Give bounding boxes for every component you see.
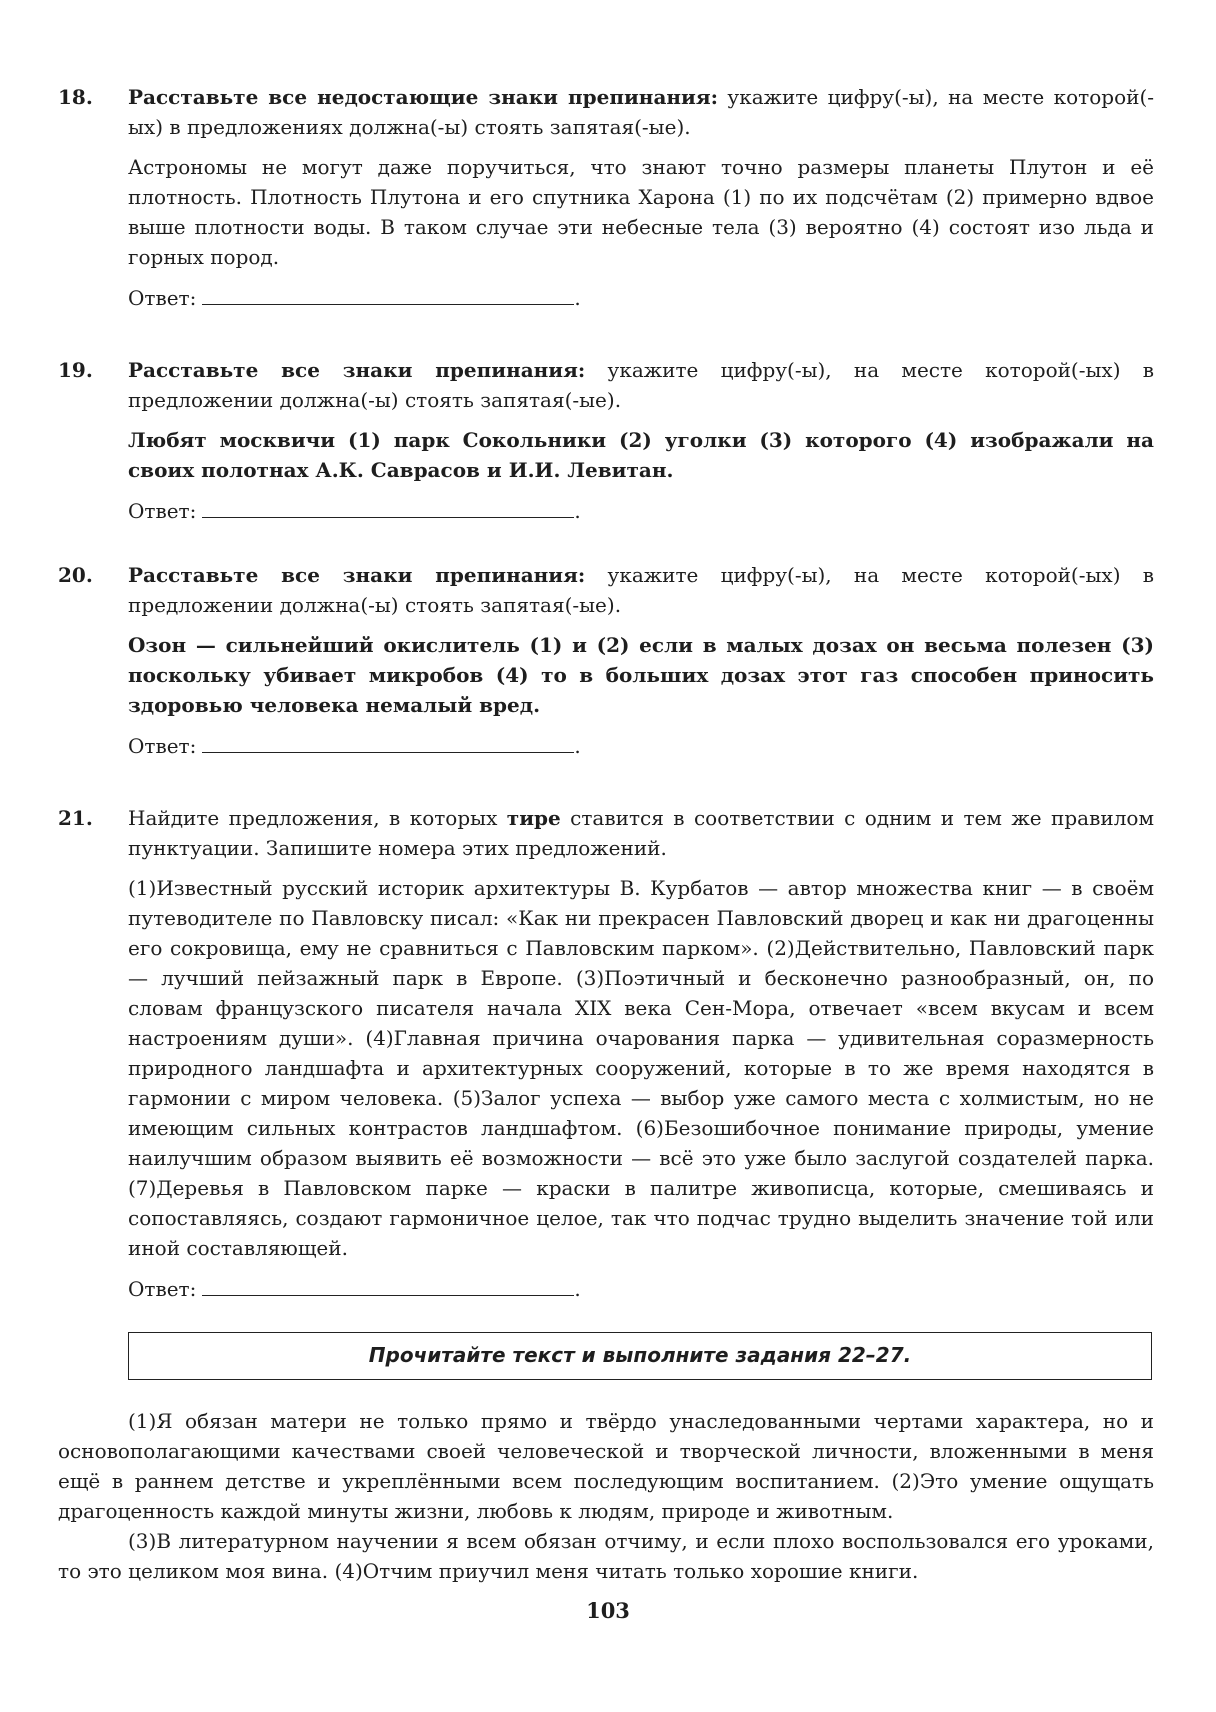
instruction-start: Найдите предложения, в которых <box>128 806 507 830</box>
instruction-bold: тире <box>506 806 561 830</box>
instruction-rest: укажите цифру(-ы), на месте которой(-ых) в предложении должна(-ы) стоять запятая(-ые). <box>128 358 1154 412</box>
instruction-bold: Расставьте все знаки препинания: <box>128 563 586 587</box>
answer-field[interactable] <box>202 1273 574 1296</box>
instruction-end: ставится в соответствии с одним и тем же правилом пунктуации. Запишите номера этих предложений. <box>128 806 1155 860</box>
answer-field[interactable] <box>202 282 574 305</box>
answer-label: Ответ: <box>128 734 197 758</box>
task-text: (1)Известный русский историк архитектуры В. Курбатов — автор множества книг — в своём путеводителе по Павловску писал: «Как ни прекрасен Павловский дворец и как ни драгоценны его сокровища, ему не сравниться с Павловским парком». (2)Действительно, Павловский парк — лучший пейзажный парк в Европе. (3)Поэтичный и бесконечно разнообразный, он, по словам французского писателя начала XIX века Сен-Мора, отвечает «всем вкусам и всем настроениям души». (4)Главная причина очарования парка — удивительная соразмерность природного ландшафта и архитектурных сооружений, которые в то же время находятся в гармонии с миром человека. (5)Залог успеха — выбор уже самого места с холмистым, но не имеющим сильных контрастов ландшафтом. (6)Безошибочное понимание природы, умение наилучшим образом выявить её возможности — всё это уже было заслугой создателей парка. (7)Деревья в Павловском парке — краски в палитре живописца, которые, смешиваясь и сопоставляясь, создают гармоничное целое, так что подчас трудно выделить значение той или иной составляющей. <box>128 876 1154 1260</box>
task-number: 19. <box>58 358 93 382</box>
answer-field[interactable] <box>202 730 574 753</box>
answer-row: Ответ: . <box>128 282 1154 313</box>
task-text: Любят москвичи (1) парк Сокольники (2) уголки (3) которого (4) изображали на своих полотнах А.К. Саврасов и И.И. Левитан. <box>128 428 1154 482</box>
answer-label: Ответ: <box>128 1277 197 1301</box>
task-instruction <box>128 803 1154 863</box>
answer-label: Ответ: <box>128 499 197 523</box>
answer-row: Ответ: . <box>128 495 1154 526</box>
task-instruction <box>128 82 1154 142</box>
task-20 <box>58 560 1154 761</box>
answer-label: Ответ: <box>128 286 197 310</box>
task-instruction <box>128 560 1154 620</box>
task-21 <box>58 803 1154 1304</box>
reading-paragraph: (1)Я обязан матери не только прямо и твёрдо унаследованными чертами характера, но и основополагающими качествами своей человеческой и творческой личности, вложенными в меня ещё в раннем детстве и укреплёнными всем последующим воспитанием. (2)Это умение ощущать драгоценность каждой минуты жизни, любовь к людям, природе и животным. <box>58 1409 1154 1523</box>
task-text: Астрономы не могут даже поручиться, что знают точно размеры планеты Плутон и её плотность. Плотность Плутона и его спутника Харона (1) по их подсчётам (2) примерно вдвое выше плотности воды. В таком случае эти небесные тела (3) вероятно (4) состоят изо льда и горных пород. <box>128 155 1154 269</box>
task-19 <box>58 355 1154 526</box>
instruction-bold: Расставьте все недостающие знаки препинания: <box>128 85 719 109</box>
answer-field[interactable] <box>202 495 574 518</box>
instruction-rest: укажите цифру(-ы), на месте которой(-ых) в предложениях должна(-ы) стоять запятая(-ые). <box>128 85 1155 139</box>
task-text: Озон — сильнейший окислитель (1) и (2) если в малых дозах он весьма полезен (3) поскольку убивает микробов (4) то в больших дозах этот газ способен приносить здоровью человека немалый вред. <box>128 633 1154 717</box>
task-number: 18. <box>58 85 93 109</box>
task-18 <box>58 82 1154 313</box>
answer-row: Ответ: . <box>128 730 1154 761</box>
reading-paragraph: (3)В литературном научении я всем обязан отчиму, и если плохо воспользовался его уроками, то это целиком моя вина. (4)Отчим приучил меня читать только хорошие книги. <box>58 1529 1154 1583</box>
instruction-rest: укажите цифру(-ы), на месте которой(-ых) в предложении должна(-ы) стоять запятая(-ые). <box>128 563 1154 617</box>
page-number: 103 <box>586 1598 630 1623</box>
answer-row: Ответ: . <box>128 1273 1154 1304</box>
task-number: 21. <box>58 806 93 830</box>
instruction-bold: Расставьте все знаки препинания: <box>128 358 586 382</box>
reading-banner: Прочитайте текст и выполните задания 22–27. <box>128 1332 1152 1380</box>
task-number: 20. <box>58 563 93 587</box>
task-instruction <box>128 355 1154 415</box>
reading-passage <box>58 1406 1154 1586</box>
